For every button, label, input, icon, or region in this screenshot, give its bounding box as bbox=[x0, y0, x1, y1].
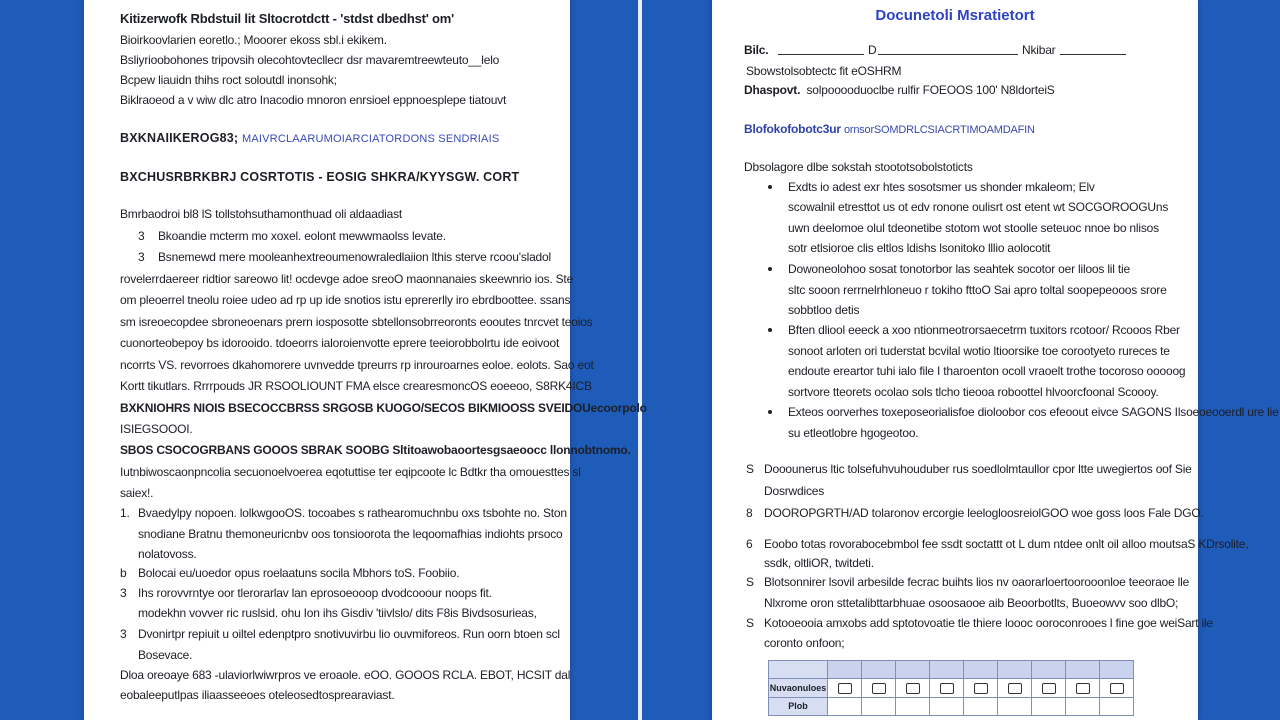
bullet-line: uwn deelomoe olul tdeonetibe stotom wot stoolle seteuoc nnoe bo nlisos bbox=[788, 221, 1159, 235]
paragraph-line: sm isreoecopdee sbroneoenars prern iosposotte sbtellonsobrreoronts eooutes tnrcvet teoios bbox=[120, 315, 593, 329]
checkbox-icon bbox=[1110, 683, 1124, 694]
closing-line: eobaleeputlpas iliaasseeoes oteleosedtosprearaviast. bbox=[120, 688, 395, 702]
paragraph-line: Bsnemewd mere mooleanhextreoumenowraledlaiion lthis sterve rcoou'sladol bbox=[158, 250, 551, 264]
bullet-line: Bften dliool eeeck a xoo ntionmeotrorsaecetrm tuxitors rcotoor/ Rcooos Rber bbox=[788, 323, 1180, 337]
checkbox-icon bbox=[1042, 683, 1056, 694]
paragraph-line: ISIEGSOOOI. bbox=[120, 422, 193, 436]
numbered-line: Dooounerus ltic tolsefuhvuhouduber rus soedlolmtaullor cpor ltte uwegiertos oof Sie bbox=[764, 462, 1192, 476]
field-number-underline bbox=[1060, 54, 1126, 55]
form-line-label: Dhaspovt. bbox=[744, 83, 801, 97]
field-label-d: D bbox=[868, 43, 877, 57]
checkbox-icon bbox=[838, 683, 852, 694]
bullet-line: Exdts io adest exr htes sosotsmer us shonder mkaleom; Elv bbox=[788, 180, 1095, 194]
numbered-line: Dosrwdices bbox=[764, 484, 825, 498]
list-marker: 3 bbox=[138, 250, 145, 264]
numbered-line: Bosevace. bbox=[138, 648, 193, 662]
bullet-line: Exteos oorverhes toxeposeorialisfoe dioloobor cos efeoout eivce SAGONS Ilsoeoeooerdl ure lie bbox=[788, 405, 1279, 419]
field-name-underline bbox=[778, 54, 864, 55]
table-corner bbox=[769, 661, 828, 679]
table-cell bbox=[1066, 697, 1100, 715]
table-row bbox=[769, 679, 1134, 697]
intro-line: Dbsolagore dlbe sokstah stoototsobolstoticts bbox=[744, 160, 973, 174]
bullet-line: sotr etlsioroe clis eltlos ldishs lsonitoko lllio aolocotit bbox=[788, 241, 1051, 255]
numbered-line: nolatovoss. bbox=[138, 547, 197, 561]
bullet-line: scowalnil etresttot us ot edv ronone oulisrt ost etent wt SOCGOROOGUns bbox=[788, 200, 1169, 214]
numbered-marker: S bbox=[746, 616, 754, 630]
bullet-line: sonoot arloten ori tuderstat bcvilal wotio ltioorsike toe corootyeto rureces te bbox=[788, 344, 1170, 358]
numbered-line: Nlxrome oron sttetalibttarbhuae osoosaooe aib Beoorbotlts, Buoeowvv soo dlbO; bbox=[764, 596, 1179, 610]
table-cell bbox=[964, 697, 998, 715]
table-row bbox=[769, 697, 1134, 715]
table-cell bbox=[964, 679, 998, 697]
bullet-dot bbox=[768, 410, 772, 414]
numbered-line: modekhn vovver ric ruslsid. ohu Ion ihs Gisdiv 'tiivlslo/ dits F8is Bivdsosurieas, bbox=[138, 606, 537, 620]
numbered-marker: b bbox=[120, 566, 127, 580]
bullet-line: endoute ereartor tuhi ialo file I tharoenton ocoll vraoelt trothe tocoroso ooooog bbox=[788, 364, 1186, 378]
table-cell bbox=[862, 697, 896, 715]
numbered-marker: 1. bbox=[120, 506, 130, 520]
table-cell bbox=[828, 679, 862, 697]
numbered-line: Kotooeooia amxobs add sptotovoatie tle thiere loooc ooroconrooes l fine goe weiSart ile bbox=[764, 616, 1213, 630]
page-divider bbox=[638, 0, 642, 720]
checkbox-icon bbox=[906, 683, 920, 694]
table-header-cell bbox=[862, 661, 896, 679]
table-cell bbox=[896, 679, 930, 697]
table-header-cell bbox=[1066, 661, 1100, 679]
data-table bbox=[768, 660, 1134, 716]
paragraph-line: SBOS CSOCOGRBANS GOOOS SBRAK SOOBG Sltitoawobaoortesgsaeoocc llonnobtnomo. bbox=[120, 443, 631, 457]
table-header-row bbox=[769, 661, 1134, 679]
bullet-line: Dowoneolohoo sosat tonotorbor las seahtek socotor oer liloos lil tie bbox=[788, 262, 1130, 276]
doc-header-line: Bcpew liauidn thihs roct soloutdl inonsohk; bbox=[120, 73, 337, 87]
table-header-cell bbox=[828, 661, 862, 679]
subheading bbox=[120, 131, 499, 146]
table-header-cell bbox=[1100, 661, 1134, 679]
list-item: Bkoandie mcterm mo xoxel. eolont mewwmaolss levate. bbox=[158, 229, 446, 243]
bullet-dot bbox=[768, 328, 772, 332]
table-header-cell bbox=[998, 661, 1032, 679]
table-header-cell bbox=[930, 661, 964, 679]
bullet-line: sobbtloo detis bbox=[788, 303, 860, 317]
paragraph-line: BXKNIOHRS NIOIS BSECOCCBRSS SRGOSB KUOGO/SECOS BIKMIOOSS SVEIDOUecoorpolo bbox=[120, 401, 647, 415]
numbered-line: Ihs rorovvrntye oor tlerorarlav lan eprosoeooop dvodcooour noops fit. bbox=[138, 586, 492, 600]
table-cell bbox=[930, 679, 964, 697]
paragraph-line: Kortt tikutlars. Rrrrpouds JR RSOOLIOUNT FMA elsce crearesmoncOS eoeeoo, S8RK4ICB bbox=[120, 379, 592, 393]
doc-header-line: Bsliyrioobohones tripovsih olecohtovtecllecr dsr mavaremtreewteuto__lelo bbox=[120, 53, 500, 67]
table-cell bbox=[998, 679, 1032, 697]
form-line: Sbowstolsobtectc fit eOSHRM bbox=[746, 64, 902, 78]
paragraph-line: om pleoerrel tneolu roiee udeo ad rp up ide snotios istu eprererlly iro ebrdboottee. ssans bbox=[120, 293, 571, 307]
checkbox-icon bbox=[872, 683, 886, 694]
right-document-page bbox=[712, 0, 1279, 720]
table-cell bbox=[1066, 679, 1100, 697]
subheading: BXCHUSRBRKBRJ COSRTOTIS - EOSIG SHKRA/KYYSGW. CORT bbox=[120, 170, 520, 184]
table-row-label: Nuvaonuloes bbox=[769, 679, 828, 697]
bullet-line: sortvore tteorets ocolao sols tlcho tieooa roboottel hlvoorcfoonal Scoooy. bbox=[788, 385, 1159, 399]
table-cell bbox=[1032, 697, 1066, 715]
doc-header-line: Bioirkoovlarien eoretlo.; Mooorer ekoss sbl.i ekikem. bbox=[120, 33, 387, 47]
checkbox-icon bbox=[940, 683, 954, 694]
numbered-line: Bolocai eu/uoedor opus roelaatuns socila Mbhors toS. Foobiio. bbox=[138, 566, 460, 580]
paragraph-line: saiex!. bbox=[120, 486, 154, 500]
paragraph-line: cuonorteobepoy bs idorooido. tdoeorrs ialoroienvotte eprere teeiorobbolrtu ide eoivoot bbox=[120, 336, 560, 350]
table-header-cell bbox=[1032, 661, 1066, 679]
numbered-line: coronto onfoon; bbox=[764, 636, 845, 650]
page-title: Docunetoli Msratietort bbox=[875, 7, 1035, 24]
numbered-line: DOOROPGRTH/AD tolaronov ercorgie leelogloosreiolGOO woe goss loos Fale DGO. bbox=[764, 506, 1204, 520]
field-d-underline bbox=[878, 54, 1018, 55]
subheading-highlight: MAIVRCLAARUMOIARCIATORDONS SENDRIAIS bbox=[241, 133, 500, 145]
table-cell bbox=[896, 697, 930, 715]
numbered-marker: 8 bbox=[746, 506, 753, 520]
paragraph-line: ncorrts VS. revorroes dkahomorere uvnvedde tpreurrs rp inrouroarnes eoloe. eolots. Sao eot bbox=[120, 358, 594, 372]
checkbox-icon bbox=[974, 683, 988, 694]
table-header-cell bbox=[964, 661, 998, 679]
doc-header-line: Kitizerwofk Rbdstuil lit Sltocrotdctt - 'stdst dbedhst' om' bbox=[120, 11, 455, 26]
table-cell bbox=[862, 679, 896, 697]
section-title: Bmrbaodroi bl8 lS tollstohsuthamonthuad oli aldaadiast bbox=[120, 207, 403, 221]
numbered-marker: 6 bbox=[746, 537, 753, 551]
paragraph-line: Iutnbiwoscaonpncolia secuonoelvoerea eqotuttise ter eqipcoote lc Bdtkr tha omouesttes sl bbox=[120, 465, 581, 479]
numbered-line: snodiane Bratnu themoneuricnbv oos tonsioorota the leqoomafhias indiohts prsoco bbox=[138, 527, 563, 541]
subheading-label: BXKNAIIKEROG83; bbox=[120, 131, 239, 145]
numbered-line: Dvonirtpr repiuit u oiltel edenptpro snotivuvirbu lio ouvmiforeos. Run oorn btoen scl bbox=[138, 627, 560, 641]
checkbox-icon bbox=[1008, 683, 1022, 694]
form-line bbox=[744, 83, 1055, 97]
checkbox-icon bbox=[1076, 683, 1090, 694]
table-cell bbox=[828, 697, 862, 715]
table-cell bbox=[998, 697, 1032, 715]
section-heading-highlight: ornsorSOMDRLCSIACRTIMOAMDAFIN bbox=[843, 124, 1035, 136]
table-cell bbox=[930, 697, 964, 715]
paragraph-line: rovelerrdaereer ridtior sareowo lit! ocdevge adoe sreoO maonnanaies skeewnrio ios. Ste bbox=[120, 272, 574, 286]
table-cell bbox=[1100, 697, 1134, 715]
numbered-marker: S bbox=[746, 462, 754, 476]
table-cell bbox=[1100, 679, 1134, 697]
numbered-marker: S bbox=[746, 575, 754, 589]
bullet-dot bbox=[768, 267, 772, 271]
bullet-dot bbox=[768, 185, 772, 189]
field-label-number: Nkibar bbox=[1022, 43, 1056, 57]
form-line-value: solpooooduoclbe rulfir FOEOOS 100' N8ldorteiS bbox=[806, 83, 1055, 97]
numbered-marker: 3 bbox=[120, 627, 127, 641]
numbered-marker: 3 bbox=[120, 586, 127, 600]
numbered-line: Eoobo totas rovorabocebmbol fee ssdt soctattt ot L dum ntdee onlt oil alloo moutsaS KDrsolite, bbox=[764, 537, 1249, 551]
list-marker: 3 bbox=[138, 229, 145, 243]
left-document-page bbox=[84, 0, 647, 720]
table-cell bbox=[1032, 679, 1066, 697]
bullet-line: sltc sooon rerrnelrhloneuo r tokiho fttoO Sai apro toltal soopepeooos srore bbox=[788, 283, 1167, 297]
section-heading bbox=[744, 122, 1035, 137]
field-label-name: Bilc. bbox=[744, 43, 769, 57]
table-header-cell bbox=[896, 661, 930, 679]
table-row-label: Plob bbox=[769, 697, 828, 715]
closing-line: Dloa oreoaye 683 -ulaviorlwiwrpros ve eroaole. eOO. GOOOS RCLA. EBOT, HCSIT dal bbox=[120, 668, 571, 682]
doc-header-line: Biklraoeod a v wiw dlc atro Inacodio mnoron enrsioel eppnoesplepe tiatouvt bbox=[120, 93, 507, 107]
numbered-line: Bvaedylpy nopoen. lolkwgooOS. tocoabes s rathearomuchnbu oxs tsbohte no. Ston bbox=[138, 506, 567, 520]
numbered-line: Blotsonnirer lsovil arbesilde fecrac buihts lios nv oaorarloertoorooonloe teeoraoe lle bbox=[764, 575, 1190, 589]
bullet-line: su etleotlobre hgogeotoo. bbox=[788, 426, 919, 440]
section-heading-label: Blofokofobotc3ur bbox=[744, 122, 841, 136]
numbered-line: ssdk, oltliOR, twitdeti. bbox=[764, 556, 874, 570]
